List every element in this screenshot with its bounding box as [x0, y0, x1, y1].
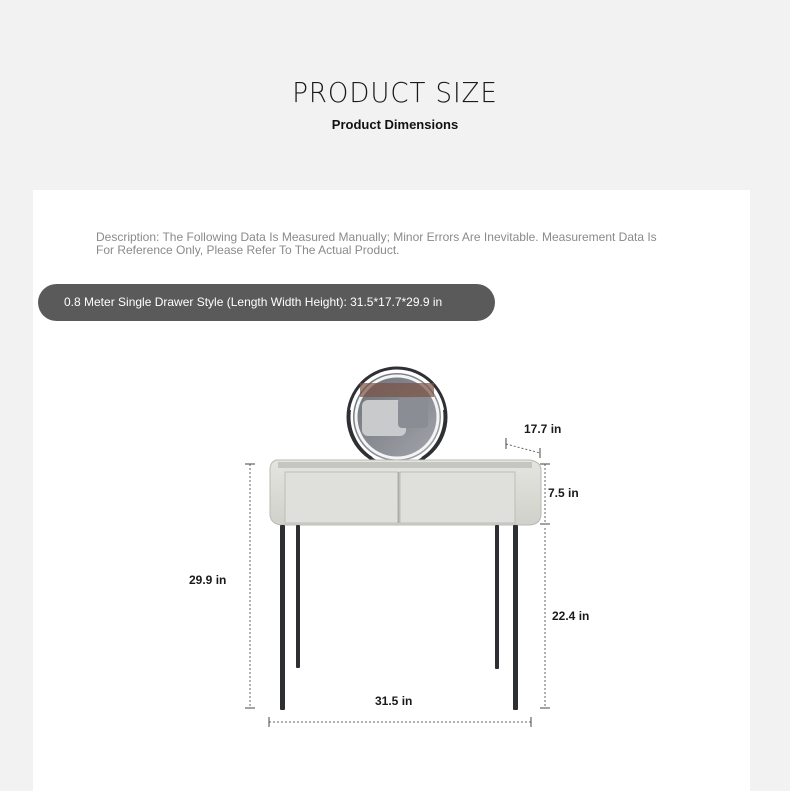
total-height-label: 29.9 in — [189, 573, 227, 587]
description-text: Description: The Following Data Is Measured Manually; Minor Errors Are Inevitable. Measurement Data Is For Reference Only, Please Refer To The Actual Product. — [96, 230, 657, 257]
table-legs — [280, 525, 518, 710]
depth-dimension-line — [506, 444, 540, 453]
drawer-height-label: 7.5 in — [548, 486, 579, 500]
table-body — [270, 460, 541, 525]
mirror — [348, 368, 446, 466]
leg-height-label: 22.4 in — [552, 609, 590, 623]
page-subtitle: Product Dimensions — [331, 117, 459, 132]
length-label: 31.5 in — [375, 694, 413, 708]
style-label-pill: 0.8 Meter Single Drawer Style (Length Width Height): 31.5*17.7*29.9 in — [38, 284, 495, 321]
page-title: PRODUCT SIZE — [292, 76, 498, 109]
depth-label: 17.7 in — [524, 422, 562, 436]
